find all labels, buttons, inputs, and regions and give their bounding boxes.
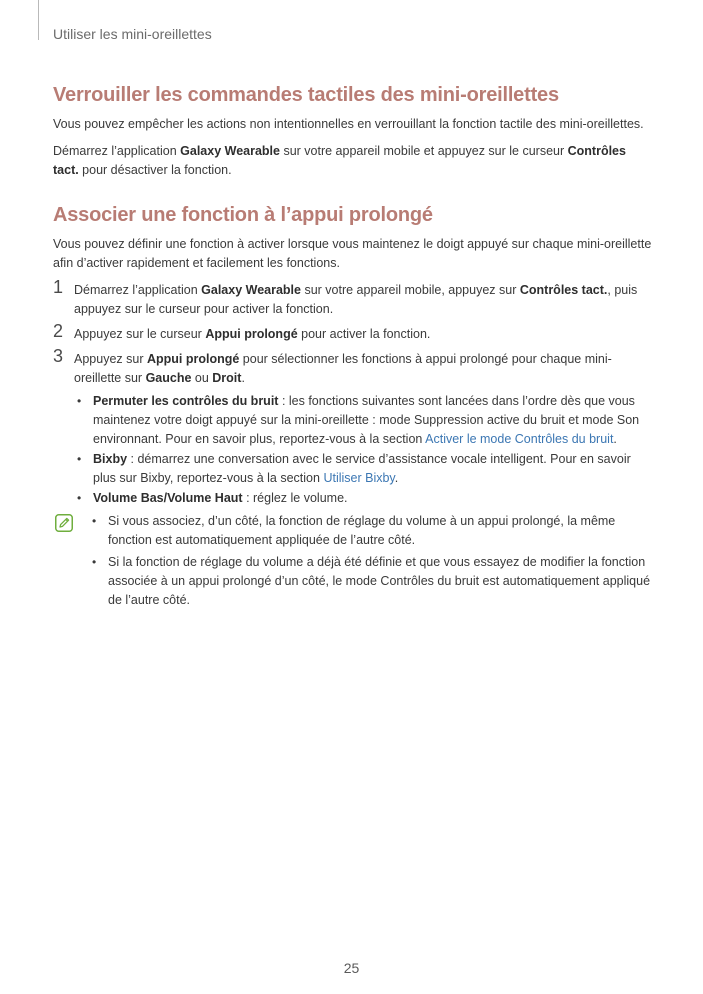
- note-list: [89, 512, 653, 610]
- page-content: [53, 82, 653, 610]
- step-1: 1 Démarrez l’application Galaxy Wearable sur votre appareil mobile, appuyez sur Contrôles tact., puis appuyez sur le curseur pour activer la fonction.: [53, 277, 638, 316]
- step-number: 1: [53, 277, 64, 297]
- page-number: 25: [343, 960, 360, 976]
- running-header: Utiliser les mini-oreillettes: [53, 26, 212, 42]
- step-2: 2 Appuyez sur le curseur Appui prolongé pour activer la fonction.: [53, 321, 431, 341]
- option-noise-control: • Permuter les contrôles du bruit : les fonctions suivantes sont lancées dans l’ordre dès que vous maintenez votre doigt appuyé sur la mini-oreillette : mode Suppression active du bruit et mode Son environnant. Pour en savoir plus, reportez-vous à la section Activer le mode Contrôles du bruit.: [77, 394, 640, 446]
- step3-options: [74, 392, 653, 508]
- section-title-lock-touch: Verrouiller les commandes tactiles des mini-oreillettes: [53, 84, 559, 106]
- section1-para1: Vous pouvez empêcher les actions non intentionnelles en verrouillant la fonction tactile des mini-oreillettes.: [53, 117, 644, 131]
- header-rule: [38, 0, 39, 40]
- steps-list: [53, 277, 653, 508]
- note-pencil-icon: [55, 514, 73, 532]
- note-item: • Si la fonction de réglage du volume a déjà été définie et que vous essayez de modifier la fonction associée à un appui prolongé d’un côté, le mode Contrôles du bruit est automatiquement appliqué de l’autre côté.: [92, 555, 651, 607]
- step-3: 3 Appuyez sur Appui prolongé pour sélectionner les fonctions à appui prolongé pour chaque mini-oreillette sur Gauche ou Droit. • Permuter les contrôles du bruit : les fonctions suivantes sont lancées dans l’ordre dès que vous maintenez votre doigt appuyé sur la mini-oreillette : mode Suppression active du bruit et mode Son environnant. Pour en savoir plus, reportez-vous à la section Activer le mode Contrôles du bruit. • Bixby : démarrez une conversation avec le service d’assistance vocale intelligent. Pour en savoir plus sur Bixby, reportez-vous à la section Utiliser Bixby. • Volume Bas/Volume Haut : réglez le volume.: [53, 350, 653, 508]
- section-title-long-press: Associer une fonction à l’appui prolongé: [53, 204, 433, 226]
- section2-intro: Vous pouvez définir une fonction à activer lorsque vous maintenez le doigt appuyé sur chaque mini-oreillette afin d’activer rapidement et facilement les fonctions.: [53, 237, 652, 270]
- step-number: 2: [53, 321, 64, 341]
- option-volume: • Volume Bas/Volume Haut : réglez le volume.: [77, 491, 348, 505]
- option-bixby: • Bixby : démarrez une conversation avec le service d’assistance vocale intelligent. Pour en savoir plus sur Bixby, reportez-vous à la section Utiliser Bixby.: [77, 452, 631, 485]
- link-bixby-section[interactable]: Utiliser Bixby: [323, 471, 395, 485]
- section1-para2: Démarrez l’application Galaxy Wearable sur votre appareil mobile et appuyez sur le curseur Contrôles tact. pour désactiver la fonction.: [53, 144, 626, 177]
- note-item: • Si vous associez, d’un côté, la fonction de réglage du volume à un appui prolongé, la même fonction est automatiquement appliquée de l’autre côté.: [92, 514, 616, 547]
- note-block: [53, 512, 653, 610]
- link-noise-control-section[interactable]: Activer le mode Contrôles du bruit: [425, 432, 614, 446]
- step-number: 3: [53, 346, 64, 366]
